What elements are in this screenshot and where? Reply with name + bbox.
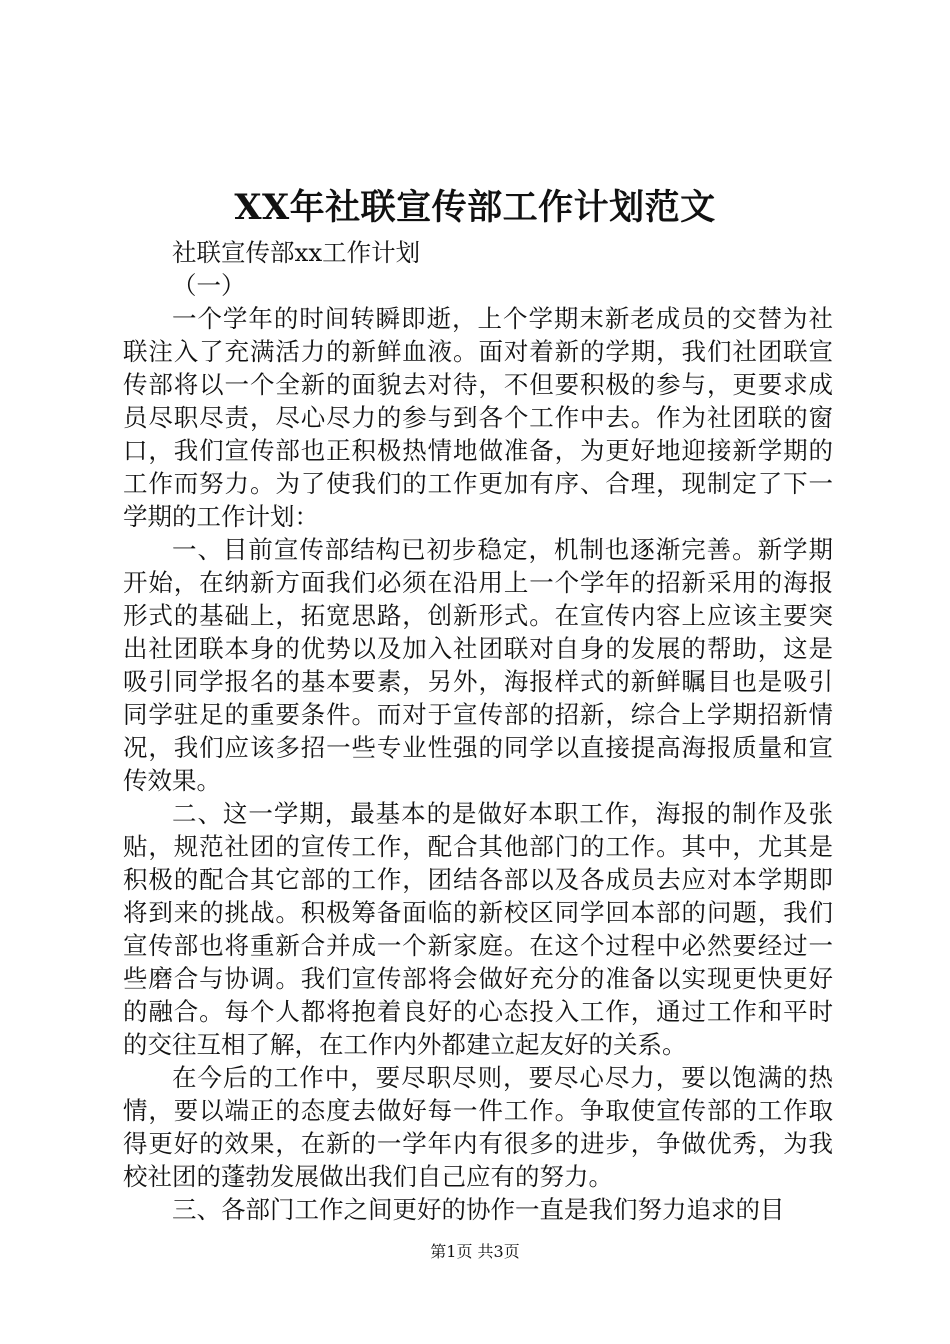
intro-paragraph: 一个学年的时间转瞬即逝，上个学期末新老成员的交替为社联注入了充满活力的新鲜血液。面对着新的学期，我们社团联宣传部将以一个全新的面貌去对待，不但要积极的参与，更要求成员尽职尽责，尽心尽力的参与到各个工作中去。作为社团联的窗口，我们宣传部也正积极热情地做准备，为更好地迎接新学期的工作而努力。为了使我们的工作更加有序、合理，现制定了下一学期的工作计划： [123,304,833,531]
plan-item-one-paragraph: 一、目前宣传部结构已初步稳定，机制也逐渐完善。新学期开始，在纳新方面我们必须在沿用上一个学年的招新采用的海报形式的基础上，拓宽思路，创新形式。在宣传内容上应该主要突出社团联本身的优势以及加入社团联对自身的发展的帮助，这是吸引同学报名的基本要素，另外，海报样式的新鲜瞩目也是吸引同学驻足的重要条件。而对于宣传部的招新，综合上学期招新情况，我们应该多招一些专业性强的同学以直接提高海报质量和宣传效果。 [123,535,833,795]
page-number-footer: 第1页 共3页 [430,1242,520,1261]
subtitle-paragraph: 社联宣传部xx工作计划 [172,238,421,267]
document-body [123,236,833,1226]
commitment-paragraph: 在今后的工作中，要尽职尽则，要尽心尽力，要以饱满的热情，要以端正的态度去做好每一件工作。争取使宣传部的工作取得更好的效果，在新的一学年内有很多的进步，争做优秀，为我校社团的蓬勃发展做出我们自己应有的努力。 [123,1063,833,1191]
plan-item-three-paragraph: 三、各部门工作之间更好的协作一直是我们努力追求的目 [172,1195,785,1224]
plan-item-two-paragraph: 二、这一学期，最基本的是做好本职工作，海报的制作及张贴，规范社团的宣传工作，配合其他部门的工作。其中，尤其是积极的配合其它部的工作，团结各部以及各成员去应对本学期即将到来的挑战。积极筹备面临的新校区同学回本部的问题，我们宣传部也将重新合并成一个新家庭。在这个过程中必然要经过一些磨合与协调。我们宣传部将会做好充分的准备以实现更快更好的融合。每个人都将抱着良好的心态投入工作，通过工作和平时的交往互相了解，在工作内外都建立起友好的关系。 [123,799,833,1059]
section-marker-paragraph: （一） [172,271,246,300]
document-title: XX年社联宣传部工作计划范文 [234,187,716,228]
